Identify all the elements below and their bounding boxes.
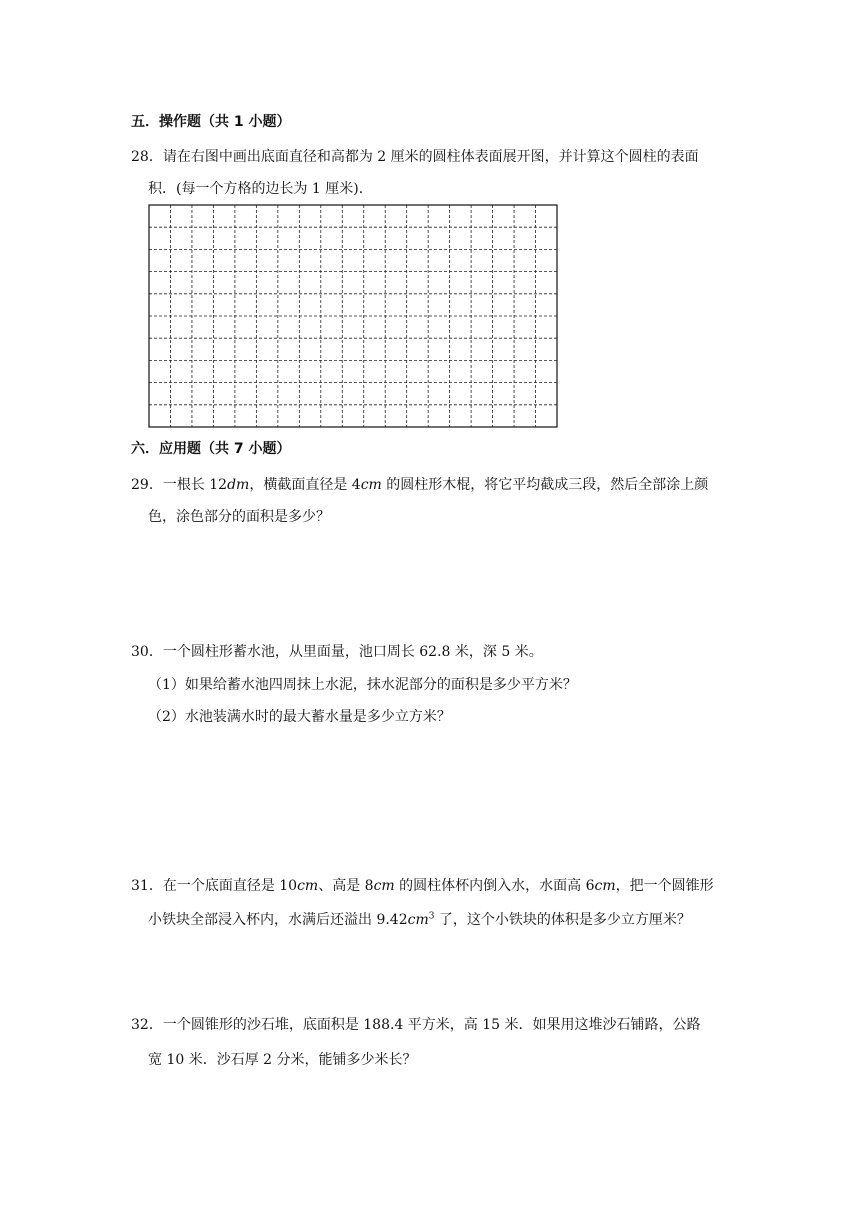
question-30-line-1: 30．一个圆柱形蓄水池，从里面量，池口周长 62.8 米，深 5 米。 xyxy=(131,644,543,660)
question-29-line-2: 色，涂色部分的面积是多少？ xyxy=(148,509,330,525)
question-28-line-1: 28．请在右图中画出底面直径和高都为 2 厘米的圆柱体表面展开图，并计算这个圆柱的表面 xyxy=(131,149,699,165)
question-31-line-2: 小铁块全部浸入杯内，水满后还溢出 $9.42cm^3$ 了，这个小铁块的体积是多少立方厘米？ xyxy=(148,911,691,928)
question-31-line-1: 31．在一个底面直径是 10cm、高是 8cm 的圆柱体杯内倒入水，水面高 6cm，把一个圆锥形 xyxy=(131,878,714,894)
question-29-line-1: 29．一根长 12dm，横截面直径是 4cm 的圆柱形木棍，将它平均截成三段，然后全部涂上颜 xyxy=(131,477,709,493)
question-30-sub-1: （1）如果给蓄水池四周抹上水泥，抹水泥部分的面积是多少平方米？ xyxy=(148,677,577,693)
question-28-line-2: 积．(每一个方格的边长为 1 厘米)． xyxy=(148,181,373,197)
question-32-line-1: 32．一个圆锥形的沙石堆，底面积是 188.4 平方米，高 15 米．如果用这堆沙石铺路，公路 xyxy=(131,1017,701,1033)
section-heading-application: 六．应用题（共 7 小题） xyxy=(131,441,291,457)
question-30-sub-2: （2）水池装满水时的最大蓄水量是多少立方米？ xyxy=(148,709,451,725)
square-grid xyxy=(148,204,558,428)
section-heading-operation: 五．操作题（共 1 小题） xyxy=(131,114,291,130)
question-32-line-2: 宽 10 米．沙石厚 2 分米，能铺多少米长？ xyxy=(148,1052,417,1068)
